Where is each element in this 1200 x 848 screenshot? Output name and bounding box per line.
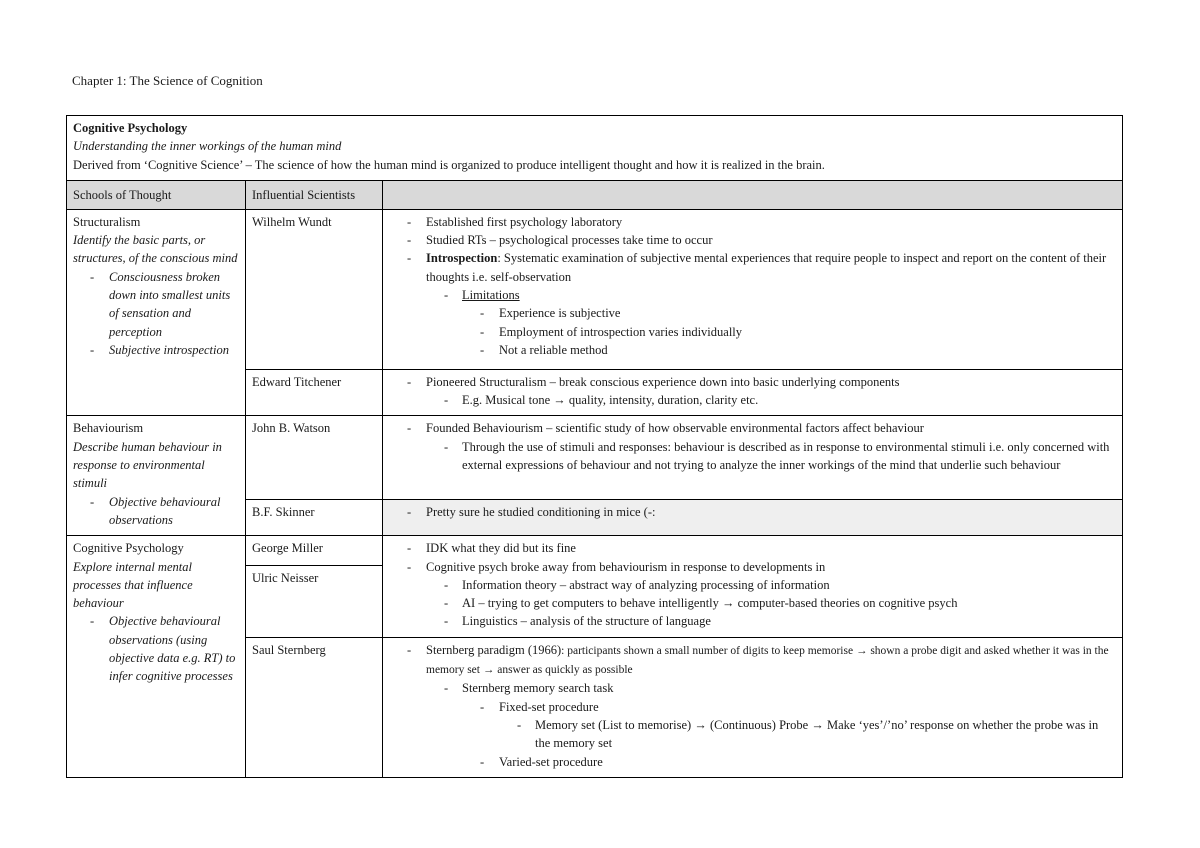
list-item: - Consciousness broken down into smallest units of sensation and perception [73,268,239,341]
list-item: - Pioneered Structuralism – break conscious experience down into basic underlying components [389,373,1116,391]
scientist-watson: John B. Watson [246,416,383,499]
notes-wundt [383,209,1123,369]
scientist-skinner: B.F. Skinner [246,499,383,535]
limitations-label: Limitations [462,288,520,303]
chapter-title: Chapter 1: The Science of Cognition [72,73,263,88]
notes-miller-neisser [383,536,1123,637]
column-header-row [67,180,1123,209]
sternberg-paradigm-label: Sternberg paradigm (1966) [426,642,562,657]
notes-table [66,115,1123,778]
list-item: - E.g. Musical tone → quality, intensity, duration, clarity etc. [389,391,1116,409]
header-title: Cognitive Psychology [73,121,188,135]
scientist-titchener: Edward Titchener [246,369,383,416]
school-name: Behaviourism [73,421,144,436]
col-notes [383,180,1123,209]
list-item: - Studied RTs – psychological processes take time to occur [389,231,1116,249]
term-introspection: Introspection [426,251,498,266]
list-item [389,286,1116,304]
header-row [67,116,1123,181]
list-item: - Objective behavioural observations (using objective data e.g. RT) to infer cognitive processes [73,612,239,685]
table-row [67,209,1123,369]
list-item: - Subjective introspection [73,341,239,359]
scientist-sternberg: Saul Sternberg [246,637,383,777]
col-schools: Schools of Thought [67,180,246,209]
school-description: Identify the basic parts, or structures, of the conscious mind [73,233,238,266]
list-item: - Not a reliable method [389,341,1116,359]
list-item [389,641,1116,680]
scientist-neisser: Ulric Neisser [246,566,383,637]
list-item: - Founded Behaviourism – scientific study of how observable environmental factors affect behaviour [389,419,1116,437]
header-subtitle: Understanding the inner workings of the human mind [73,139,342,154]
list-item [389,249,1116,286]
school-cell-behaviourism [67,416,246,536]
sternberg-paradigm-text: : participants shown a small number of digits to keep memorise → shown a probe digit and asked whether it was in the memory set → answer as quickly as possible [426,644,1109,677]
col-scientists: Influential Scientists [246,180,383,209]
table-row [67,416,1123,499]
list-item: - Cognitive psych broke away from behaviourism in response to developments in [389,558,1116,576]
list-item: - Pretty sure he studied conditioning in mice (-: [389,503,1116,521]
school-name: Structuralism [73,214,141,229]
list-item: - Through the use of stimuli and responses: behaviour is described as in response to environmental stimuli i.e. only concerned with external expressions of behaviour and not trying to analyze the inner workings of the mind that underlie such behaviour [389,438,1116,475]
list-item: - Fixed-set procedure [389,698,1116,716]
notes-watson [383,416,1123,499]
notes-sternberg [383,637,1123,777]
header-definition: Derived from ‘Cognitive Science’ – The science of how the human mind is organized to produce intelligent thought and how it is realized in the brain. [73,157,825,172]
list-item: - Varied-set procedure [389,753,1116,771]
school-description: Describe human behaviour in response to environmental stimuli [73,439,222,491]
list-item: - Sternberg memory search task [389,679,1116,697]
list-item: - AI – trying to get computers to behave intelligently → computer-based theories on cognitive psych [389,594,1116,612]
school-description: Explore internal mental processes that influence behaviour [73,559,193,611]
notes-titchener [383,369,1123,416]
list-item: - IDK what they did but its fine [389,539,1116,557]
scientist-miller: George Miller [246,536,383,566]
header-cell [67,116,1123,181]
scientist-wundt: Wilhelm Wundt [246,209,383,369]
introspection-definition: : Systematic examination of subjective mental experiences that require people to inspect and report on the content of their thoughts i.e. self-observation [426,251,1107,284]
school-cell-cognitive [67,536,246,778]
list-item: - Linguistics – analysis of the structure of language [389,612,1116,630]
school-name: Cognitive Psychology [73,541,184,556]
table-row [67,536,1123,566]
list-item: - Established first psychology laboratory [389,213,1116,231]
list-item: - Information theory – abstract way of analyzing processing of information [389,576,1116,594]
school-cell-structuralism [67,209,246,416]
list-item: - Employment of introspection varies individually [389,323,1116,341]
list-item: - Memory set (List to memorise) → (Continuous) Probe → Make ‘yes’/’no’ response on whether the probe was in the memory set [389,716,1116,753]
list-item: - Experience is subjective [389,304,1116,322]
notes-skinner [383,499,1123,535]
list-item: - Objective behavioural observations [73,493,239,530]
